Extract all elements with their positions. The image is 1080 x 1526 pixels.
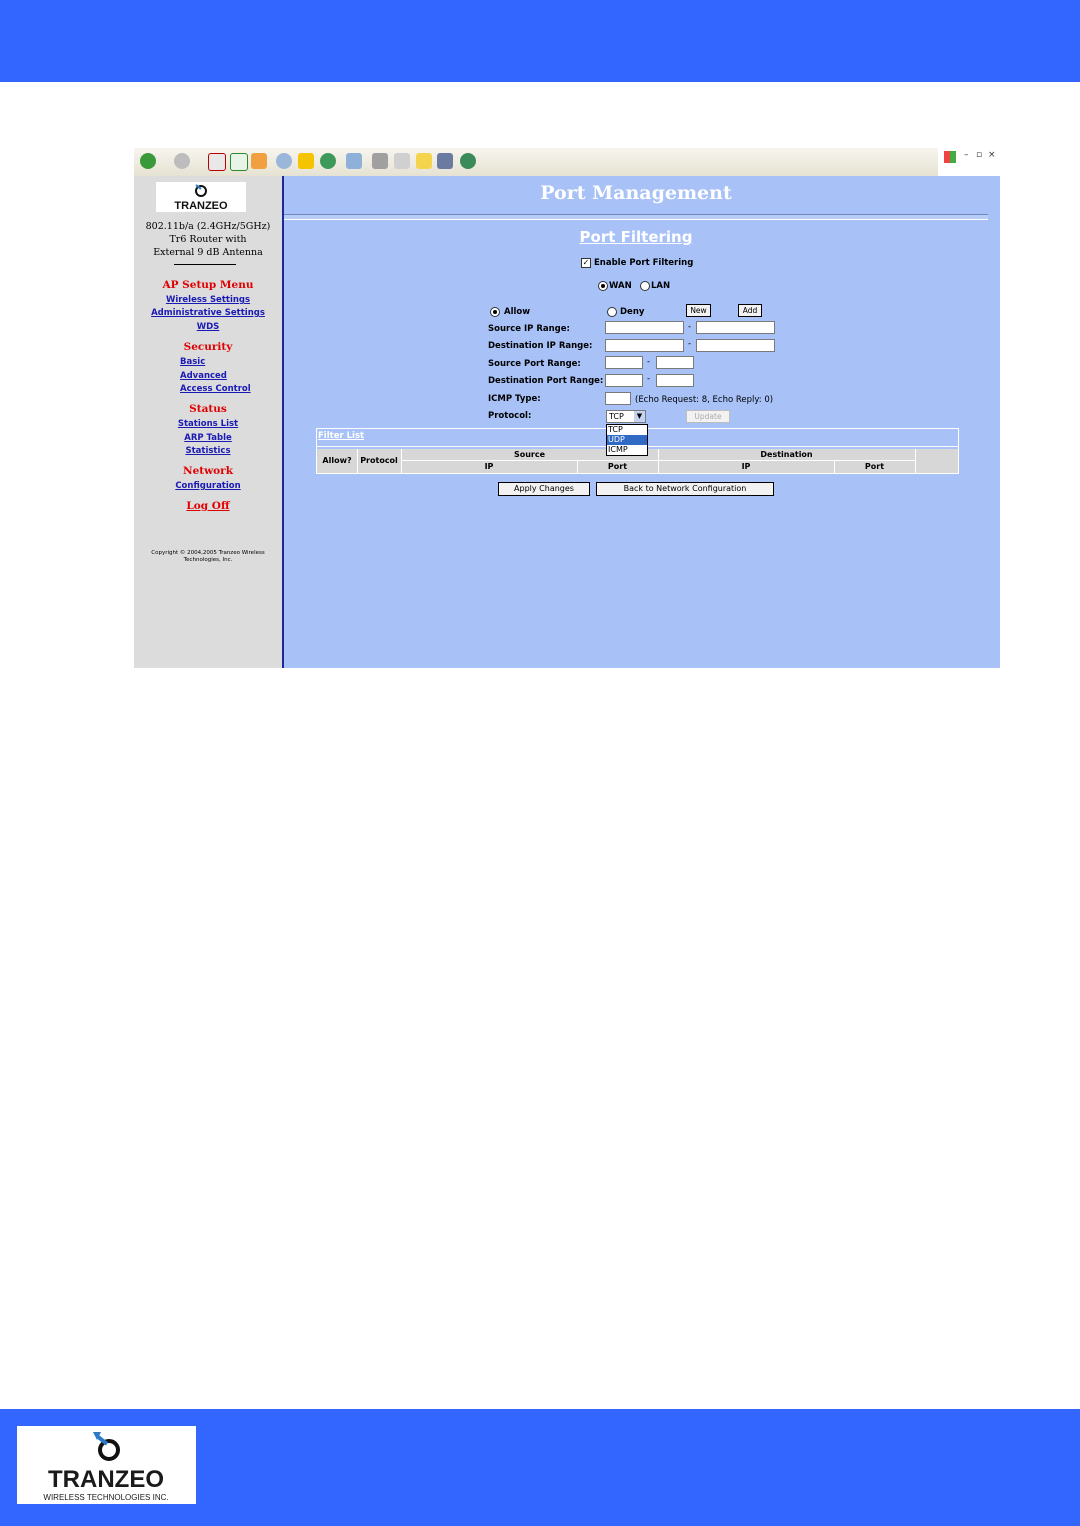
tranzeo-logo-small [156,182,246,212]
deny-label: Deny [620,307,645,317]
nav-section-network: Network [183,465,233,477]
nav-section-status: Status [189,403,227,415]
home-icon[interactable] [251,153,267,169]
source-port-dash: - [647,357,651,367]
source-port-label: Source Port Range: [488,359,581,369]
protocol-label: Protocol: [488,411,532,421]
nav-link-administrative-settings[interactable]: Administrative Settings [151,308,265,318]
window-controls [938,148,1000,176]
source-ip-label: Source IP Range: [488,324,570,334]
browser-toolbar [134,148,1000,177]
nav-link-arp-table[interactable]: ARP Table [184,433,232,443]
source-port-start-input[interactable] [605,356,643,369]
search-icon[interactable] [276,153,292,169]
protocol-selected-value: TCP [609,412,624,421]
col-header-source: Source [513,450,546,459]
device-line-3: External 9 dB Antenna [153,247,263,258]
apply-changes-button[interactable]: Apply Changes [498,482,590,496]
destination-ip-dash: - [688,339,692,349]
page-title: Port Management [540,182,732,204]
nav-link-stations-list[interactable]: Stations List [177,419,239,429]
col-header-source-port: Port [607,462,628,471]
col-divider [915,449,916,473]
wan-label: WAN [609,281,632,291]
destination-port-label: Destination Port Range: [488,376,604,386]
refresh-icon[interactable] [230,153,248,171]
device-line-2: Tr6 Router with [169,234,247,245]
left-navigation [134,176,284,668]
print-icon[interactable] [372,153,388,169]
back-icon[interactable] [140,153,156,169]
col-header-destination-ip: IP [741,462,751,471]
device-description [134,220,282,259]
discuss-icon[interactable] [416,153,432,169]
header-rule [401,460,915,461]
nav-section-ap-setup: AP Setup Menu [162,279,254,291]
favorites-icon[interactable] [298,153,314,169]
destination-ip-start-input[interactable] [605,339,684,352]
nav-link-advanced[interactable]: Advanced [180,371,227,381]
enable-port-filtering-checkbox[interactable]: ✓ [582,258,590,267]
nav-section-security: Security [183,341,233,353]
new-button[interactable]: New [686,304,711,317]
destination-port-start-input[interactable] [605,374,643,387]
icmp-type-input[interactable] [605,392,631,405]
deny-radio[interactable] [607,307,617,317]
protocol-option-icmp[interactable]: ICMP [608,445,628,454]
enable-port-filtering-label: Enable Port Filtering [594,258,694,268]
protocol-dropdown-list [606,424,648,456]
history-icon[interactable] [320,153,336,169]
source-port-end-input[interactable] [656,356,694,369]
stop-icon[interactable] [208,153,226,171]
icmp-hint: (Echo Request: 8, Echo Reply: 0) [635,395,774,405]
source-ip-end-input[interactable] [696,321,775,334]
browser-screenshot [134,148,1000,668]
svg-text:TRANZEO: TRANZEO [174,200,228,212]
destination-port-dash: - [647,374,651,384]
col-header-source-ip: IP [484,462,494,471]
mail-icon[interactable] [346,153,362,169]
log-off-link[interactable]: Log Off [186,500,230,512]
nav-link-wireless-settings[interactable]: Wireless Settings [165,295,251,305]
col-header-destination-port: Port [864,462,885,471]
lan-label: LAN [651,281,671,291]
device-line-1: 802.11b/a (2.4GHz/5GHz) [145,221,271,232]
close-icon[interactable]: × [988,150,996,160]
update-button[interactable]: Update [686,410,730,423]
research-icon[interactable] [437,153,453,169]
add-button[interactable]: Add [738,304,762,317]
messenger-icon[interactable] [460,153,476,169]
edit-icon[interactable] [394,153,410,169]
destination-ip-end-input[interactable] [696,339,775,352]
protocol-option-tcp[interactable]: TCP [608,425,623,434]
icmp-type-label: ICMP Type: [488,394,541,404]
nav-link-configuration[interactable]: Configuration [175,481,241,491]
main-content [284,176,1000,668]
section-title: Port Filtering [579,228,693,246]
filter-list-title: Filter List [318,431,365,441]
copyright-text: Copyright © 2004,2005 Tranzeo Wireless Technologies, Inc. [151,550,265,563]
protocol-option-udp[interactable]: UDP [607,435,647,445]
restore-icon[interactable]: ▫ [976,150,983,160]
chevron-down-icon[interactable]: ▼ [634,411,645,422]
allow-label: Allow [504,307,531,317]
source-ip-dash: - [688,322,692,332]
allow-radio[interactable] [490,307,500,317]
nav-link-basic[interactable]: Basic [180,357,206,367]
nav-separator [174,264,236,265]
nav-link-access-control[interactable]: Access Control [180,384,251,394]
col-header-destination: Destination [760,450,813,459]
title-divider [284,214,988,220]
col-header-protocol: Protocol [360,456,398,465]
back-to-network-configuration-button[interactable]: Back to Network Configuration [596,482,774,496]
nav-link-wds[interactable]: WDS [196,322,220,332]
lan-radio[interactable] [640,281,650,291]
protocol-select[interactable] [606,410,646,423]
tranzeo-logo [17,1426,196,1504]
forward-icon[interactable] [174,153,190,169]
wan-radio[interactable] [598,281,608,291]
destination-ip-label: Destination IP Range: [488,341,593,351]
destination-port-end-input[interactable] [656,374,694,387]
header-band [0,0,1080,82]
nav-link-statistics[interactable]: Statistics [185,446,231,456]
windows-flag-icon [944,151,956,163]
col-header-allow: Allow? [322,456,352,465]
minimize-icon[interactable]: – [964,150,969,160]
svg-text:WIRELESS TECHNOLOGIES INC.: WIRELESS TECHNOLOGIES INC. [43,1493,169,1502]
source-ip-start-input[interactable] [605,321,684,334]
svg-text:TRANZEO: TRANZEO [48,1466,164,1493]
